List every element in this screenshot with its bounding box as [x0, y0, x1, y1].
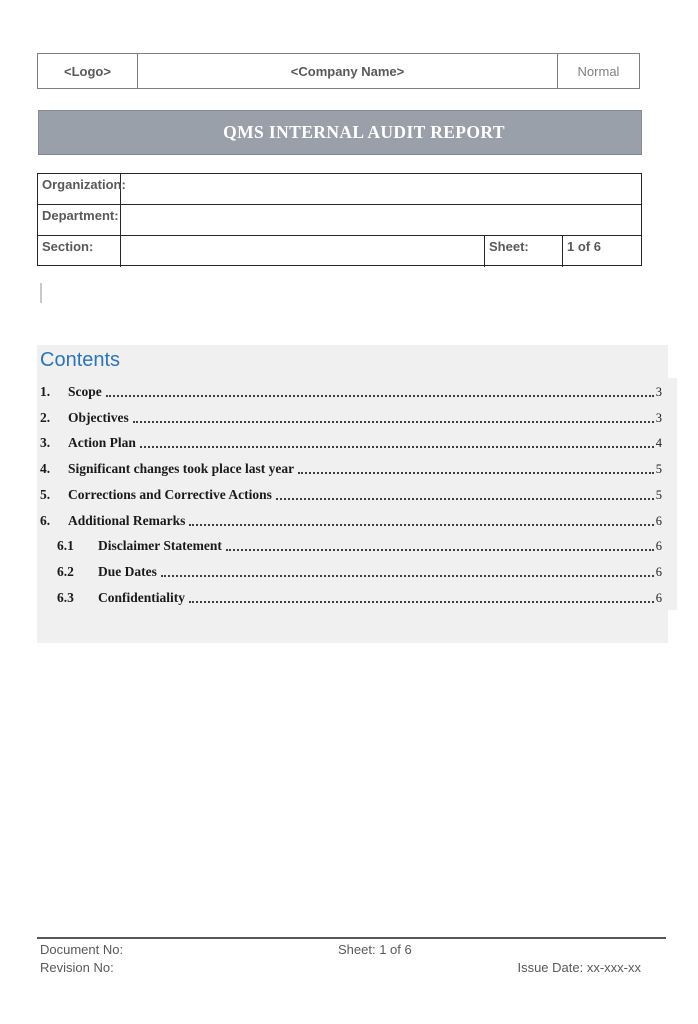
toc-entry-page: 6: [655, 565, 662, 580]
company-name-cell[interactable]: <Company Name>: [138, 54, 558, 88]
toc-entry-confidentiality[interactable]: [37, 584, 662, 610]
toc-entry-number: 4.: [40, 461, 51, 477]
footer-issue-date: Issue Date: xx-xxx-xx: [517, 960, 641, 975]
dot-leader: [106, 394, 654, 397]
toc-entry-page: 6: [655, 513, 662, 528]
style-name-cell: Normal: [577, 63, 620, 79]
toc-entry-label: Scope: [68, 383, 102, 399]
toc-entry-scope[interactable]: [37, 378, 662, 404]
organization-value-field[interactable]: [121, 174, 641, 205]
toc-entry-number: 3.: [40, 435, 51, 451]
toc-entry-number: 6.1: [57, 538, 74, 554]
dot-leader: [226, 548, 654, 551]
toc-entry-disclaimer-statement[interactable]: [37, 533, 662, 559]
section-value-field[interactable]: [121, 236, 485, 267]
dot-leader: [189, 600, 654, 603]
toc-entry-due-dates[interactable]: [37, 558, 662, 584]
dot-leader: [298, 471, 654, 474]
toc-entry-label: Confidentiality: [98, 590, 186, 606]
toc-entry-corrections[interactable]: [37, 481, 662, 507]
toc-entry-objectives[interactable]: [37, 404, 662, 430]
toc-entry-page: 3: [655, 410, 662, 425]
toc-entry-label: Disclaimer Statement: [98, 538, 222, 554]
dot-leader: [276, 497, 654, 500]
toc-entry-label: Objectives: [68, 409, 129, 425]
toc-entry-label: Significant changes took place last year: [68, 461, 295, 477]
footer-sheet: Sheet: 1 of 6: [338, 942, 412, 957]
toc-list: [37, 378, 677, 610]
toc-entry-label: Due Dates: [98, 564, 157, 580]
dot-leader: [140, 445, 654, 448]
toc-entry-number: 6.2: [57, 564, 74, 580]
toc-entry-label: Corrections and Corrective Actions: [68, 486, 272, 502]
logo-placeholder-cell[interactable]: <Logo>: [38, 54, 138, 88]
toc-entry-page: 6: [655, 539, 662, 554]
toc-entry-page: 4: [655, 436, 662, 451]
organization-label: Organization:: [38, 174, 121, 205]
toc-entry-action-plan[interactable]: [37, 430, 662, 456]
footer-revision-no: Revision No:: [40, 960, 114, 975]
toc-entry-page: 5: [655, 487, 662, 502]
toc-entry-number: 1.: [40, 383, 51, 399]
info-table: [37, 173, 642, 266]
sheet-label: Sheet:: [485, 236, 563, 267]
section-label: Section:: [38, 236, 121, 267]
sheet-value: 1 of 6: [567, 239, 601, 254]
toc-entry-label: Additional Remarks: [68, 512, 186, 528]
department-label: Department:: [38, 205, 121, 236]
toc-entry-page: 3: [655, 384, 662, 399]
footer-document-no: Document No:: [40, 942, 124, 957]
toc-entry-label: Action Plan: [68, 435, 136, 451]
dot-leader: [161, 574, 654, 577]
toc-entry-page: 6: [655, 591, 662, 606]
toc-entry-number: 5.: [40, 486, 51, 502]
toc-entry-significant-changes[interactable]: [37, 455, 662, 481]
toc-entry-additional-remarks[interactable]: [37, 507, 662, 533]
dot-leader: [189, 523, 653, 526]
toc-entry-number: 6.3: [57, 590, 74, 606]
department-value-field[interactable]: [121, 205, 641, 236]
header-table: [37, 53, 640, 89]
toc-entry-page: 5: [655, 462, 662, 477]
toc-entry-number: 2.: [40, 409, 51, 425]
toc-entry-number: 6.: [40, 512, 51, 528]
document-title-bar: QMS INTERNAL AUDIT REPORT: [38, 110, 642, 155]
footer-divider: [37, 937, 666, 939]
text-cursor: [40, 283, 42, 303]
contents-heading: Contents: [40, 349, 121, 371]
dot-leader: [133, 420, 654, 423]
